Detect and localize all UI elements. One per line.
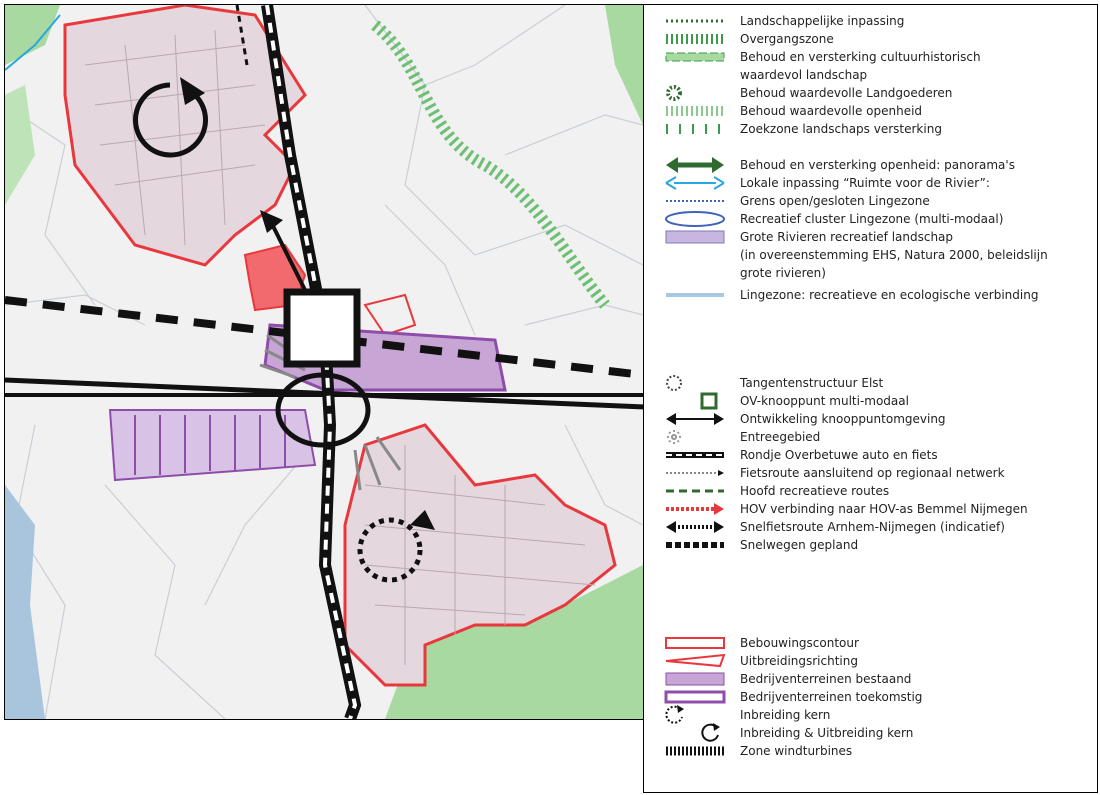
legend-symbol-dashed-circle-arrow bbox=[666, 705, 684, 723]
legend-label-landschappelijke: Landschappelijke inpassing bbox=[740, 14, 905, 28]
legend-symbol-blue-double-arrow bbox=[666, 177, 724, 189]
legend-label-panorama: Behoud en versterking openheid: panorama's bbox=[740, 158, 1015, 172]
legend-label-overgangszone: Overgangszone bbox=[740, 32, 834, 46]
legend-label-overeenstemming-1: (in overeenstemming EHS, Natura 2000, beleidslijn bbox=[740, 248, 1048, 262]
legend-symbol-purple-fill-rect bbox=[666, 673, 724, 685]
legend-label-uitbreidingsrichting: Uitbreidingsrichting bbox=[740, 654, 858, 668]
legend-symbol-green-square bbox=[702, 394, 716, 408]
map-canvas bbox=[5, 5, 643, 719]
legend-label-rondje: Rondje Overbetuwe auto en fiets bbox=[740, 448, 938, 462]
legend-label-tangenten: Tangentenstructuur Elst bbox=[740, 376, 884, 390]
legend-symbol-blue-ellipse bbox=[666, 212, 724, 226]
legend-symbol-red-wedge bbox=[666, 655, 724, 666]
legend-symbol-thin-dotted-arrow bbox=[666, 470, 724, 476]
legend-label-entreegebied: Entreegebied bbox=[740, 430, 821, 444]
legend-symbol-red-outline-rect bbox=[666, 638, 724, 648]
legend-panel bbox=[643, 4, 1098, 793]
legend-symbol-green-bar-dashed bbox=[666, 53, 724, 61]
legend-label-openheid: Behoud waardevolle openheid bbox=[740, 104, 923, 118]
legend-symbol-black-dotted-double-arrow bbox=[666, 521, 724, 533]
legend-label-hov: HOV verbinding naar HOV-as Bemmel Nijmegen bbox=[740, 502, 1028, 516]
legend-symbol-lilac-bar bbox=[666, 231, 724, 243]
legend-label-landgoederen: Behoud waardevolle Landgoederen bbox=[740, 86, 953, 100]
legend-label-zoekzone: Zoekzone landschaps versterking bbox=[740, 122, 942, 136]
legend-label-snelfietsroute: Snelfietsroute Arnhem-Nijmegen (indicatief) bbox=[740, 520, 1005, 534]
legend-symbol-green-dotted-circle bbox=[668, 87, 680, 99]
legend-label-snelwegen: Snelwegen gepland bbox=[740, 538, 859, 552]
legend-symbol-solid-circle-arrow bbox=[702, 723, 720, 741]
legend-label-windturbines: Zone windturbines bbox=[740, 744, 853, 758]
legend-label-grens-lingezone: Grens open/gesloten Lingezone bbox=[740, 194, 930, 208]
legend-symbol-dashed-circle bbox=[667, 376, 681, 390]
legend-label-ov-knooppunt: OV-knooppunt multi-modaal bbox=[740, 394, 909, 408]
legend-label-bebouwingscontour: Bebouwingscontour bbox=[740, 636, 859, 650]
legend-symbol-black-double-arrow bbox=[666, 413, 724, 425]
map-area[interactable] bbox=[4, 4, 644, 720]
legend-label-recreatief-cluster: Recreatief cluster Lingezone (multi-modaal) bbox=[740, 212, 1004, 226]
legend-label-waardevol-landschap: waardevol landschap bbox=[740, 68, 868, 82]
legend-symbol-green-double-arrow bbox=[666, 157, 724, 173]
legend-label-overeenstemming-2: grote rivieren) bbox=[740, 266, 826, 280]
legend-symbol-purple-outline-rect bbox=[666, 692, 724, 702]
legend-label-hoofd-recreatieve: Hoofd recreatieve routes bbox=[740, 484, 890, 498]
legend-label-inbreiding-uitbreiding: Inbreiding & Uitbreiding kern bbox=[740, 726, 914, 740]
legend-label-ruimte-rivier: Lokale inpassing “Ruimte voor de Rivier”: bbox=[740, 176, 990, 190]
legend-symbol-red-dotted-arrow bbox=[666, 503, 724, 515]
legend-label-fietsroute: Fietsroute aansluitend op regionaal netwerk bbox=[740, 466, 1005, 480]
ov-knooppunt-square bbox=[287, 292, 357, 364]
legend-label-bedrijven-toekomstig: Bedrijventerreinen toekomstig bbox=[740, 690, 923, 704]
legend-label-inbreiding-kern: Inbreiding kern bbox=[740, 708, 831, 722]
legend-label-lingezone-verbinding: Lingezone: recreatieve en ecologische verbinding bbox=[740, 288, 1039, 302]
legend-label-bedrijven-bestaand: Bedrijventerreinen bestaand bbox=[740, 672, 912, 686]
legend-symbol-starburst bbox=[667, 430, 681, 444]
legend-label-behoud-versterking: Behoud en versterking cultuurhistorisch bbox=[740, 50, 981, 64]
legend-label-grote-rivieren: Grote Rivieren recreatief landschap bbox=[740, 230, 954, 244]
legend-label-ontwikkeling: Ontwikkeling knooppuntomgeving bbox=[740, 412, 946, 426]
